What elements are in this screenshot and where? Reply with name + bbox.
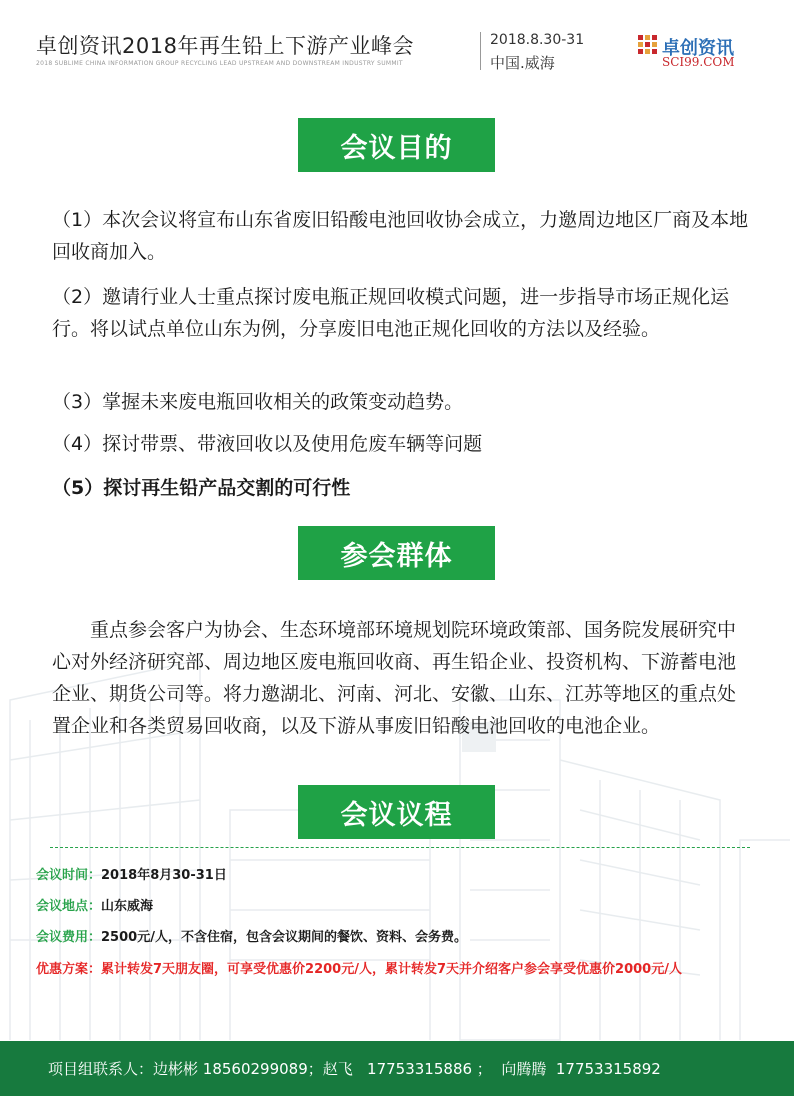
purpose-item-5: （5）探讨再生铅产品交割的可行性 bbox=[52, 477, 351, 499]
meeting-time-label: 会议时间： bbox=[36, 868, 102, 883]
header-divider bbox=[480, 32, 481, 70]
contact-footer bbox=[0, 1041, 794, 1096]
logo-text-cn: 卓创资讯 bbox=[662, 38, 734, 59]
summit-subtitle: 2018 SUBLIME CHINA INFORMATION GROUP RECYCLING LEAD UPSTREAM AND DOWNSTREAM INDUSTRY SUMMIT bbox=[36, 60, 403, 67]
meeting-fee-value: 2500元/人，不含住宿，包含会议期间的餐饮、资料、会务费。 bbox=[101, 930, 467, 945]
section-title-purpose: 会议目的 bbox=[298, 118, 495, 172]
meeting-time-value: 2018年8月30-31日 bbox=[101, 868, 227, 883]
promotion-text: 优惠方案：累计转发7天朋友圈，可享受优惠价2200元/人，累计转发7天并介绍客户参会享受优惠价2000元/人 bbox=[36, 962, 682, 977]
logo-text-en: SCI99.COM bbox=[662, 55, 735, 69]
section-title-audience: 参会群体 bbox=[298, 526, 495, 580]
meeting-location-label: 会议地点： bbox=[36, 899, 102, 914]
event-date: 2018.8.30-31 bbox=[490, 32, 585, 48]
purpose-item-3: （3）掌握未来废电瓶回收相关的政策变动趋势。 bbox=[52, 391, 464, 413]
meeting-fee-row bbox=[36, 926, 467, 945]
event-place: 中国.威海 bbox=[490, 54, 555, 72]
dashed-divider bbox=[50, 847, 750, 848]
purpose-item-4: （4）探讨带票、带液回收以及使用危废车辆等问题 bbox=[52, 433, 483, 455]
purpose-item-1: （1）本次会议将宣布山东省废旧铅酸电池回收协会成立，力邀周边地区厂商及本地回收商加入。 bbox=[52, 209, 749, 263]
purpose-item-2: （2）邀请行业人士重点探讨废电瓶正规回收模式问题，进一步指导市场正规化运行。将以试点单位山东为例，分享废旧电池正规化回收的方法以及经验。 bbox=[52, 286, 730, 340]
page-header bbox=[0, 0, 794, 76]
logo-grid-icon bbox=[638, 35, 658, 55]
meeting-time-row bbox=[36, 864, 227, 883]
sci99-logo bbox=[638, 33, 760, 69]
meeting-location-value: 山东威海 bbox=[101, 899, 154, 914]
section-title-agenda: 会议议程 bbox=[298, 785, 495, 839]
audience-text: 重点参会客户为协会、生态环境部环境规划院环境政策部、国务院发展研究中心对外经济研究部、周边地区废电瓶回收商、再生铅企业、投资机构、下游蓄电池企业、期货公司等。将力邀湖北、河南、河北、安徽、山东、江苏等地区的重点处置企业和各类贸易回收商，以及下游从事废旧铅酸电池回收的电池企业。 bbox=[52, 619, 737, 737]
meeting-location-row bbox=[36, 895, 153, 914]
contact-info: 项目组联系人：边彬彬 18560299089；赵飞 17753315886 ； 向腾腾 17753315892 bbox=[48, 1060, 661, 1078]
summit-title: 卓创资讯2018年再生铅上下游产业峰会 bbox=[36, 34, 414, 58]
meeting-fee-label: 会议费用： bbox=[36, 930, 102, 945]
